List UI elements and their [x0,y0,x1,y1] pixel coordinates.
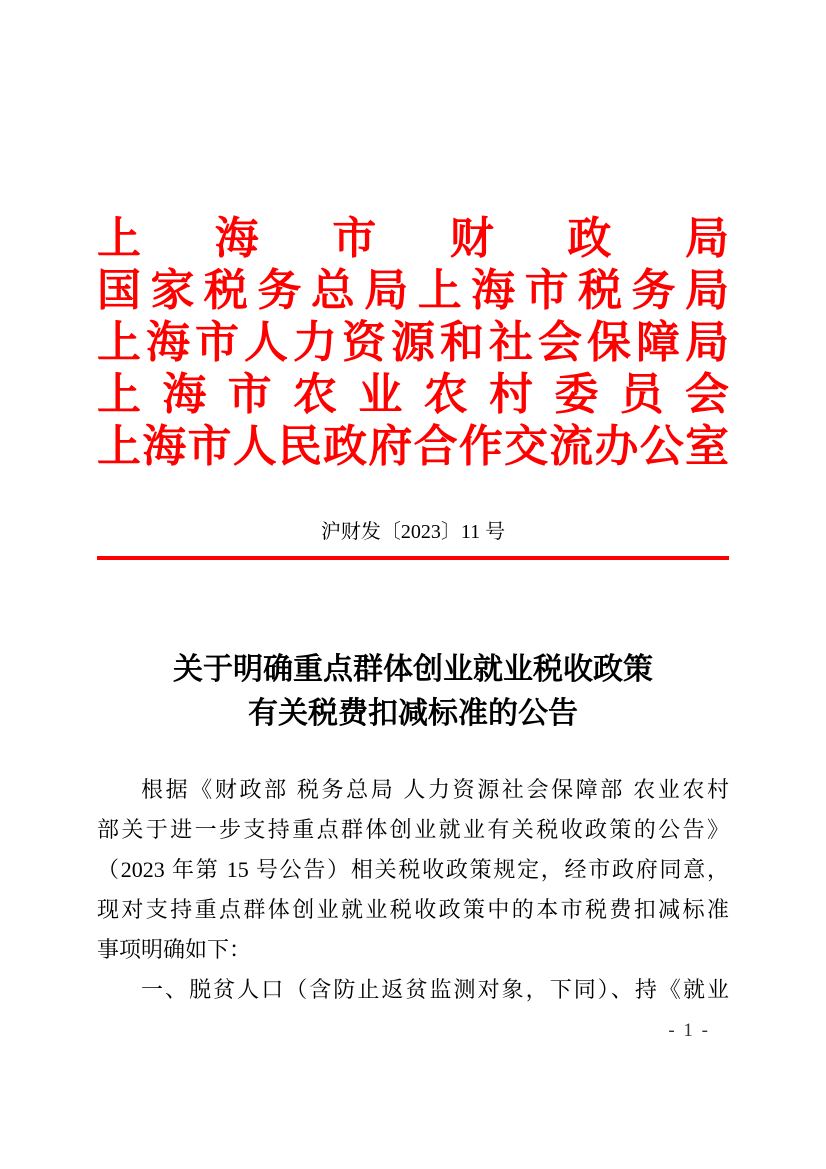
agency-line-hr-social-security-bureau: 上海市人力资源和社会保障局 [97,318,729,367]
document-reference-number: 沪财发〔2023〕11 号 [320,521,506,543]
agency-line-agriculture-rural-committee: 上海市农业农村委员会 [97,370,729,419]
body-line: 现对支持重点群体创业就业税收政策中的本市税费扣减标准 [97,897,729,922]
body-line: （2023 年第 15 号公告）相关税收政策规定，经市政府同意， [97,857,729,882]
body-line: 事项明确如下： [97,937,252,962]
document-title-line-1: 关于明确重点群体创业就业税收政策 [173,653,653,686]
agency-line-cooperation-exchange-office: 上海市人民政府合作交流办公室 [97,422,729,471]
document-title-line-2: 有关税费扣减标准的公告 [248,697,578,730]
agency-line-finance-bureau: 上海市财政局 [97,214,729,263]
red-separator-rule [97,556,729,560]
page-number: - 1 - [668,1020,710,1041]
body-line: 一、脱贫人口（含防止返贫监测对象，下同）、持《就业 [141,977,729,1002]
document-title [97,648,729,736]
body-text [97,770,729,1010]
body-line: 部关于进一步支持重点群体创业就业有关税收政策的公告》 [97,817,729,842]
agency-line-tax-bureau: 国家税务总局上海市税务局 [97,266,729,315]
agency-letterhead [97,213,729,473]
body-line: 根据《财政部 税务总局 人力资源社会保障部 农业农村 [141,777,729,802]
